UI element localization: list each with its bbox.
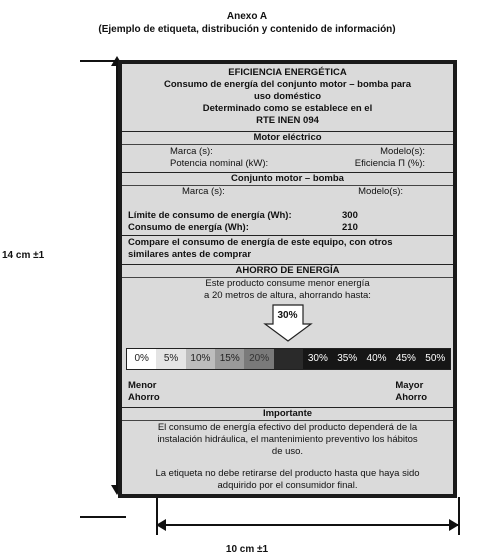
scale-cell: 15% xyxy=(215,349,244,369)
scale-left-end-2: Ahorro xyxy=(128,392,160,403)
width-dimension-label: 10 cm ±1 xyxy=(225,544,269,555)
compare-line2: similares antes de comprar xyxy=(128,249,252,260)
label-header-line3: Determinado como se establece en el xyxy=(202,103,373,114)
important-section xyxy=(122,408,453,494)
label-header-line1: Consumo de energía del conjunto motor – bomba para xyxy=(163,79,412,90)
label-header-line2: uso doméstico xyxy=(253,91,322,102)
set-brand: Marca (s): xyxy=(182,186,225,197)
arrow-left-icon xyxy=(156,519,166,531)
motor-efficiency: Eficiencia Π (%): xyxy=(354,158,425,169)
savings-title: AHORRO DE ENERGÍA xyxy=(122,265,453,278)
scale-left-end-1: Menor xyxy=(128,380,157,391)
arrow-right-icon xyxy=(449,519,459,531)
savings-line1: Este producto consume menor energía xyxy=(205,278,370,289)
annex-subtitle: (Ejemplo de etiqueta, distribución y contenido de información) xyxy=(98,24,396,35)
annex-title: Anexo A xyxy=(226,11,268,22)
savings-scale xyxy=(126,348,451,370)
scale-cell: 5% xyxy=(156,349,185,369)
scale-right-end-2: Ahorro xyxy=(395,392,427,403)
limit-value: 300 xyxy=(342,210,358,221)
important-title: Importante xyxy=(122,408,453,421)
motor-title: Motor eléctrico xyxy=(122,132,453,145)
label-header-line4: RTE INEN 094 xyxy=(256,115,319,126)
important-p1-line3: de uso. xyxy=(271,446,304,457)
savings-section xyxy=(122,265,453,408)
width-dimension-line xyxy=(157,524,459,526)
scale-cell: 40% xyxy=(362,349,391,369)
savings-arrow xyxy=(263,304,313,342)
scale-cell: 50% xyxy=(421,349,450,369)
consumption-label: Consumo de energía (Wh): xyxy=(128,222,249,233)
important-p1-line2: instalación hidráulica, el mantenimiento preventivo los hábitos xyxy=(157,434,418,445)
set-model: Modelo(s): xyxy=(358,186,403,197)
motor-brand: Marca (s): xyxy=(170,146,213,157)
motor-model: Modelo(s): xyxy=(380,146,425,157)
label-header xyxy=(122,64,453,132)
label-title: EFICIENCIA ENERGÉTICA xyxy=(228,67,347,78)
motor-power: Potencia nominal (kW): xyxy=(170,158,269,169)
savings-arrow-value: 30% xyxy=(277,310,298,321)
important-p1-line1: El consumo de energía efectivo del producto dependerá de la xyxy=(157,422,418,433)
scale-cell xyxy=(274,349,303,369)
height-dimension-tick-bottom xyxy=(80,516,126,518)
scale-cell: 35% xyxy=(333,349,362,369)
height-dimension-label: 14 cm ±1 xyxy=(2,250,45,261)
compare-section xyxy=(122,236,453,265)
scale-cell: 0% xyxy=(127,349,156,369)
scale-cell: 45% xyxy=(391,349,420,369)
compare-line1: Compare el consumo de energía de este equipo, con otros xyxy=(128,237,393,248)
scale-cell: 10% xyxy=(186,349,215,369)
savings-line2: a 20 metros de altura, ahorrando hasta: xyxy=(204,290,371,301)
limit-label: Límite de consumo de energía (Wh): xyxy=(128,210,292,221)
set-section xyxy=(122,173,453,236)
consumption-value: 210 xyxy=(342,222,358,233)
important-p2-line1: La etiqueta no debe retirarse del producto hasta que haya sido xyxy=(155,468,420,479)
scale-cell: 20% xyxy=(244,349,273,369)
scale-cell: 30% xyxy=(303,349,332,369)
set-title: Conjunto motor – bomba xyxy=(122,173,453,186)
energy-label xyxy=(118,60,457,498)
scale-right-end-1: Mayor xyxy=(395,380,424,391)
motor-section xyxy=(122,132,453,173)
important-p2-line2: adquirido por el consumidor final. xyxy=(217,480,358,491)
